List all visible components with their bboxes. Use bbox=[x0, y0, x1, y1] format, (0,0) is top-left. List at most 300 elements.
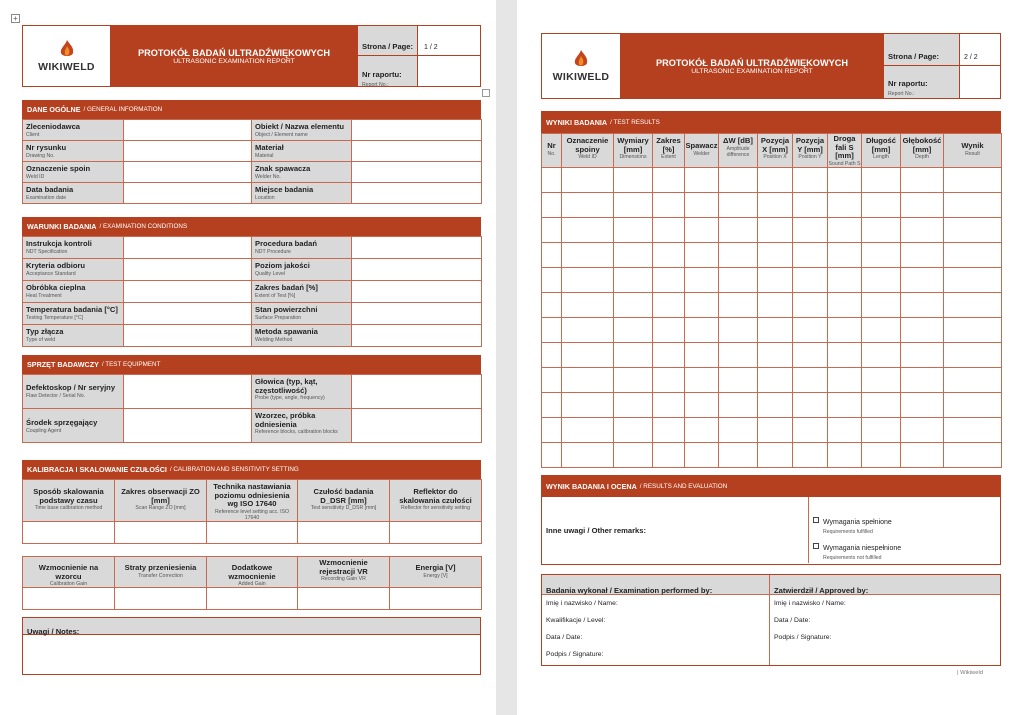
table-cell[interactable] bbox=[542, 292, 562, 317]
object-value[interactable] bbox=[352, 120, 482, 141]
checkbox-icon[interactable] bbox=[813, 517, 819, 523]
table-cell[interactable] bbox=[901, 342, 944, 367]
report-no-sub: Report No.: bbox=[362, 82, 389, 88]
calibration-rows bbox=[23, 480, 482, 544]
table-row bbox=[542, 292, 1002, 317]
table-cell[interactable] bbox=[685, 417, 719, 442]
table-cell[interactable] bbox=[685, 442, 719, 467]
logo-text: WIKIWELD bbox=[38, 61, 95, 73]
table-cell[interactable] bbox=[828, 392, 862, 417]
table-cell[interactable] bbox=[653, 267, 685, 292]
object-label: Obiekt / Nazwa elementu Object / Element name bbox=[252, 120, 352, 141]
table-cell[interactable] bbox=[944, 317, 1002, 342]
scan-range-value[interactable] bbox=[115, 521, 207, 543]
performed-fields bbox=[542, 595, 770, 665]
exam-date-value[interactable] bbox=[124, 183, 252, 204]
page-2 bbox=[517, 0, 1024, 715]
table-cell[interactable] bbox=[685, 167, 719, 192]
table-cell[interactable] bbox=[862, 242, 901, 267]
page-label: Strona / Page: bbox=[362, 42, 414, 51]
conditions-table bbox=[22, 236, 482, 347]
table-cell[interactable] bbox=[614, 442, 653, 467]
report-no-value[interactable] bbox=[417, 56, 480, 86]
table-cell[interactable] bbox=[758, 267, 793, 292]
table-row bbox=[542, 317, 1002, 342]
approved-label: Zatwierdził / Approved by: bbox=[774, 586, 869, 595]
signatures-box bbox=[541, 574, 1001, 666]
table-cell[interactable] bbox=[944, 267, 1002, 292]
table-row bbox=[542, 417, 1002, 442]
evaluation-box bbox=[541, 497, 1001, 565]
table-cell[interactable] bbox=[901, 267, 944, 292]
performed-name-field[interactable]: Imię i nazwisko / Name: bbox=[546, 600, 618, 607]
time-base-value[interactable] bbox=[23, 521, 115, 543]
table-cell[interactable] bbox=[758, 392, 793, 417]
table-cell[interactable] bbox=[901, 217, 944, 242]
extent-value[interactable] bbox=[352, 281, 482, 303]
conditions-header bbox=[22, 217, 481, 236]
notes-label: Uwagi / Notes: bbox=[27, 627, 80, 636]
client-value[interactable] bbox=[124, 120, 252, 141]
table-row bbox=[542, 342, 1002, 367]
table-cell[interactable] bbox=[944, 192, 1002, 217]
results-header-row bbox=[542, 134, 1002, 168]
table-cell[interactable] bbox=[901, 292, 944, 317]
table-cell[interactable] bbox=[758, 417, 793, 442]
table-cell[interactable] bbox=[793, 217, 828, 242]
table-cell[interactable] bbox=[793, 442, 828, 467]
page-label-2: Strona / Page: bbox=[888, 52, 940, 61]
table-cell[interactable] bbox=[862, 417, 901, 442]
table-cell[interactable] bbox=[862, 292, 901, 317]
table-cell[interactable] bbox=[542, 267, 562, 292]
ndt-procedure-value[interactable] bbox=[352, 237, 482, 259]
report-no-label-2: Nr raportu: bbox=[888, 79, 928, 88]
approved-signature-field[interactable]: Podpis / Signature: bbox=[774, 634, 832, 641]
ref-level-value[interactable] bbox=[207, 521, 298, 543]
table-cell[interactable] bbox=[542, 192, 562, 217]
general-header-pl: DANE OGÓLNE bbox=[27, 105, 81, 114]
eval-options bbox=[808, 497, 1000, 563]
calibration-header-pl: KALIBRACJA I SKALOWANIE CZUŁOŚCI bbox=[27, 465, 167, 474]
ndt-procedure-label: Procedura badań NDT Procedure bbox=[252, 237, 352, 259]
table-cell[interactable] bbox=[758, 242, 793, 267]
table-cell[interactable] bbox=[562, 367, 614, 392]
drawing-label: Nr rysunku Drawing No. bbox=[23, 141, 124, 162]
welder-label: Znak spawacza Welder No. bbox=[252, 162, 352, 183]
table-cell[interactable] bbox=[653, 342, 685, 367]
location-value[interactable] bbox=[352, 183, 482, 204]
energy-header: Energia [V] Energy [V] bbox=[390, 557, 482, 588]
table-cell[interactable] bbox=[614, 167, 653, 192]
table-cell[interactable] bbox=[562, 317, 614, 342]
table-cell[interactable] bbox=[944, 217, 1002, 242]
table-cell[interactable] bbox=[653, 292, 685, 317]
table-cell[interactable] bbox=[901, 392, 944, 417]
table-cell[interactable] bbox=[758, 442, 793, 467]
table-cell[interactable] bbox=[542, 442, 562, 467]
table-cell[interactable] bbox=[719, 442, 758, 467]
calibration-header bbox=[22, 460, 481, 479]
performed-level-field[interactable]: Kwalifikacje / Level: bbox=[546, 617, 606, 624]
time-base-header: Sposób skalowania podstawy czasu Time base calibration method bbox=[23, 480, 115, 522]
table-cell[interactable] bbox=[653, 217, 685, 242]
approved-header bbox=[770, 575, 1000, 595]
table-cell[interactable] bbox=[562, 392, 614, 417]
gain-rows bbox=[23, 557, 482, 610]
table-cell[interactable] bbox=[793, 317, 828, 342]
table-cell[interactable] bbox=[901, 442, 944, 467]
conditions-header-pl: WARUNKI BADANIA bbox=[27, 222, 97, 231]
calibration-table bbox=[22, 479, 482, 544]
table-cell[interactable] bbox=[862, 192, 901, 217]
table-cell[interactable] bbox=[685, 217, 719, 242]
flaw-detector-value[interactable] bbox=[124, 375, 252, 409]
table-cell[interactable] bbox=[793, 392, 828, 417]
location-label: Miejsce badania Location bbox=[252, 183, 352, 204]
table-cell[interactable] bbox=[828, 442, 862, 467]
table-cell[interactable] bbox=[685, 292, 719, 317]
report-no-cell-2 bbox=[883, 66, 959, 98]
ref-block-value[interactable] bbox=[352, 409, 482, 443]
table-cell[interactable] bbox=[614, 217, 653, 242]
table-cell[interactable] bbox=[542, 367, 562, 392]
table-cell[interactable] bbox=[793, 417, 828, 442]
table-cell[interactable] bbox=[685, 192, 719, 217]
table-cell[interactable] bbox=[614, 392, 653, 417]
table-cell[interactable] bbox=[719, 217, 758, 242]
table-cell[interactable] bbox=[562, 292, 614, 317]
ref-level-header: Technika nastawiania poziomu odniesienia wg ISO 17640 Reference level setting acc. ISO 17640 bbox=[207, 480, 298, 522]
table-cell[interactable] bbox=[614, 417, 653, 442]
added-gain-header: Dodatkowe wzmocnienie Added Gain bbox=[207, 557, 298, 588]
table-cell[interactable] bbox=[685, 392, 719, 417]
equipment-header bbox=[22, 355, 481, 374]
title-pl-2: PROTOKÓŁ BADAŃ ULTRADŹWIĘKOWYCH bbox=[655, 57, 849, 68]
recording-gain-header: Wzmocnienie rejestracji VR Recording Gain VR bbox=[298, 557, 390, 588]
table-cell[interactable] bbox=[562, 267, 614, 292]
table-cell[interactable] bbox=[562, 342, 614, 367]
table-cell[interactable] bbox=[542, 417, 562, 442]
title-pl: PROTOKÓŁ BADAŃ ULTRADŹWIĘKOWYCH bbox=[137, 47, 331, 58]
col-position-x: Pozycja X [mm] Position X bbox=[758, 134, 793, 168]
table-cell[interactable] bbox=[828, 367, 862, 392]
title-en: ULTRASONIC EXAMINATION REPORT bbox=[173, 57, 295, 65]
surface-value[interactable] bbox=[352, 303, 482, 325]
weld-type-value[interactable] bbox=[124, 325, 252, 347]
table-cell[interactable] bbox=[614, 267, 653, 292]
not-fulfilled-sub: Requirements not fulfilled bbox=[823, 555, 882, 561]
added-gain-value[interactable] bbox=[207, 588, 298, 610]
general-table bbox=[22, 119, 482, 204]
probe-label: Głowica (typ, kąt, częstotliwość) Probe (type, angle, frequency) bbox=[252, 375, 352, 409]
table-cell[interactable] bbox=[901, 367, 944, 392]
page-1 bbox=[0, 0, 496, 715]
table-cell[interactable] bbox=[562, 217, 614, 242]
table-cell[interactable] bbox=[793, 267, 828, 292]
table-cell[interactable] bbox=[719, 292, 758, 317]
table-cell[interactable] bbox=[653, 242, 685, 267]
table-cell[interactable] bbox=[685, 267, 719, 292]
table-cell[interactable] bbox=[719, 242, 758, 267]
table-cell[interactable] bbox=[562, 167, 614, 192]
table-cell[interactable] bbox=[828, 317, 862, 342]
notes-area[interactable] bbox=[22, 634, 481, 675]
table-cell[interactable] bbox=[542, 317, 562, 342]
calibration-header-en: / CALIBRATION AND SENSITIVITY SETTING bbox=[169, 466, 299, 473]
ndt-spec-value[interactable] bbox=[124, 237, 252, 259]
performed-header bbox=[542, 575, 770, 595]
requirements-not-fulfilled-option[interactable] bbox=[813, 537, 901, 561]
table-cell[interactable] bbox=[944, 342, 1002, 367]
surface-label: Stan powierzchni Surface Preparation bbox=[252, 303, 352, 325]
requirements-fulfilled-option[interactable] bbox=[813, 511, 892, 535]
table-cell[interactable] bbox=[944, 167, 1002, 192]
evaluation-header bbox=[541, 475, 1001, 497]
table-cell[interactable] bbox=[944, 367, 1002, 392]
table-row bbox=[542, 442, 1002, 467]
table-cell[interactable] bbox=[719, 367, 758, 392]
table-row bbox=[542, 267, 1002, 292]
table-cell[interactable] bbox=[719, 392, 758, 417]
equipment-header-pl: SPRZĘT BADAWCZY bbox=[27, 360, 99, 369]
table-cell[interactable] bbox=[862, 392, 901, 417]
recording-gain-value[interactable] bbox=[298, 588, 390, 610]
table-cell[interactable] bbox=[653, 317, 685, 342]
equipment-table bbox=[22, 374, 482, 443]
page-value: 1 / 2 bbox=[424, 44, 438, 51]
table-cell[interactable] bbox=[562, 417, 614, 442]
energy-value[interactable] bbox=[390, 588, 482, 610]
col-amplitude: ΔW [dB] Amplitude difference bbox=[719, 134, 758, 168]
table-cell[interactable] bbox=[901, 167, 944, 192]
coupling-value[interactable] bbox=[124, 409, 252, 443]
probe-value[interactable] bbox=[352, 375, 482, 409]
page-value-cell[interactable] bbox=[417, 26, 480, 56]
material-value[interactable] bbox=[352, 141, 482, 162]
page-gutter bbox=[496, 0, 517, 715]
notes-header bbox=[22, 617, 481, 635]
table-cell[interactable] bbox=[828, 167, 862, 192]
table-cell[interactable] bbox=[793, 367, 828, 392]
table-cell[interactable] bbox=[828, 267, 862, 292]
table-row bbox=[542, 217, 1002, 242]
temperature-label: Temperatura badania [°C] Testing Temperature [°C] bbox=[23, 303, 124, 325]
welder-value[interactable] bbox=[352, 162, 482, 183]
table-cell[interactable] bbox=[653, 367, 685, 392]
table-cell[interactable] bbox=[793, 242, 828, 267]
results-header-en: / TEST RESULTS bbox=[610, 118, 660, 126]
weld-type-label: Typ złącza Type of weld bbox=[23, 325, 124, 347]
report-no-value-2[interactable] bbox=[959, 66, 1000, 98]
table-cell[interactable] bbox=[758, 342, 793, 367]
table-cell[interactable] bbox=[542, 242, 562, 267]
table-cell[interactable] bbox=[542, 342, 562, 367]
table-cell[interactable] bbox=[542, 217, 562, 242]
table-cell[interactable] bbox=[614, 317, 653, 342]
reflector-value[interactable] bbox=[390, 521, 482, 543]
welding-method-value[interactable] bbox=[352, 325, 482, 347]
drawing-value[interactable] bbox=[124, 141, 252, 162]
table-cell[interactable] bbox=[614, 192, 653, 217]
approved-date-field[interactable]: Data / Date: bbox=[774, 617, 811, 624]
table-cell[interactable] bbox=[653, 192, 685, 217]
table-cell[interactable] bbox=[901, 317, 944, 342]
table-cell[interactable] bbox=[828, 292, 862, 317]
table-cell[interactable] bbox=[828, 342, 862, 367]
welding-method-label: Metoda spawania Welding Method bbox=[252, 325, 352, 347]
report-no-cell bbox=[357, 56, 417, 86]
col-nr: Nr No. bbox=[542, 134, 562, 168]
title-block-2 bbox=[621, 34, 883, 98]
heat-treatment-label: Obróbka cieplna Heat Treatment bbox=[23, 281, 124, 303]
table-cell[interactable] bbox=[719, 167, 758, 192]
table-cell[interactable] bbox=[793, 292, 828, 317]
table-cell[interactable] bbox=[719, 317, 758, 342]
table-cell[interactable] bbox=[862, 342, 901, 367]
table-cell[interactable] bbox=[614, 292, 653, 317]
table-cell[interactable] bbox=[685, 242, 719, 267]
remarks-area[interactable] bbox=[682, 497, 808, 563]
heat-treatment-value[interactable] bbox=[124, 281, 252, 303]
weld-id-label: Oznaczenie spoin Weld ID bbox=[23, 162, 124, 183]
table-cell[interactable] bbox=[758, 192, 793, 217]
table-cell[interactable] bbox=[562, 242, 614, 267]
table-cell[interactable] bbox=[653, 442, 685, 467]
cal-gain-value[interactable] bbox=[23, 588, 115, 610]
scan-range-header: Zakres obserwacji ZO [mm] Scan Range ZO [mm] bbox=[115, 480, 207, 522]
weld-id-value[interactable] bbox=[124, 162, 252, 183]
flame-logo-icon bbox=[58, 39, 76, 59]
results-table bbox=[541, 133, 1002, 468]
exam-date-label: Data badania Examination date bbox=[23, 183, 124, 204]
table-cell[interactable] bbox=[719, 192, 758, 217]
table-cell[interactable] bbox=[562, 442, 614, 467]
sensitivity-value[interactable] bbox=[298, 521, 390, 543]
table-cell[interactable] bbox=[758, 317, 793, 342]
table-cell[interactable] bbox=[653, 417, 685, 442]
coupling-label: Środek sprzęgający Coupling Agent bbox=[23, 409, 124, 443]
table-cell[interactable] bbox=[758, 167, 793, 192]
approved-name-field[interactable]: Imię i nazwisko / Name: bbox=[774, 600, 846, 607]
table-cell[interactable] bbox=[614, 242, 653, 267]
table-cell[interactable] bbox=[944, 442, 1002, 467]
table-cell[interactable] bbox=[685, 367, 719, 392]
col-dimensions: Wymiary [mm] Dimensions bbox=[614, 134, 653, 168]
sensitivity-header: Czułość badania D_DSR [mm] Test sensitivity D_DSR [mm] bbox=[298, 480, 390, 522]
resize-handle-icon[interactable] bbox=[482, 89, 490, 97]
table-cell[interactable] bbox=[542, 392, 562, 417]
col-weld-id: Oznaczenie spoiny Weld ID bbox=[562, 134, 614, 168]
title-en-2: ULTRASONIC EXAMINATION REPORT bbox=[691, 67, 813, 75]
col-position-y: Pozycja Y [mm] Position Y bbox=[793, 134, 828, 168]
table-cell[interactable] bbox=[758, 367, 793, 392]
table-cell[interactable] bbox=[901, 417, 944, 442]
table-cell[interactable] bbox=[719, 342, 758, 367]
table-cell[interactable] bbox=[719, 267, 758, 292]
table-cell[interactable] bbox=[542, 167, 562, 192]
general-header bbox=[22, 100, 481, 119]
transfer-value[interactable] bbox=[115, 588, 207, 610]
table-cell[interactable] bbox=[614, 367, 653, 392]
table-cell[interactable] bbox=[901, 192, 944, 217]
page-value-2: 2 / 2 bbox=[964, 54, 978, 61]
flaw-detector-label: Defektoskop / Nr seryjny Flaw Detector / Serial No. bbox=[23, 375, 124, 409]
checkbox-icon[interactable] bbox=[813, 543, 819, 549]
col-length: Długość [mm] Length bbox=[862, 134, 901, 168]
acceptance-value[interactable] bbox=[124, 259, 252, 281]
table-cell[interactable] bbox=[653, 392, 685, 417]
temperature-value[interactable] bbox=[124, 303, 252, 325]
table-cell[interactable] bbox=[862, 167, 901, 192]
page-value-cell-2[interactable] bbox=[959, 34, 1000, 66]
fulfilled-label: Wymagania spełnione bbox=[823, 519, 892, 526]
logo bbox=[23, 26, 111, 86]
acceptance-label: Kryteria odbioru Acceptance Standard bbox=[23, 259, 124, 281]
table-cell[interactable] bbox=[862, 267, 901, 292]
title-block bbox=[111, 26, 357, 86]
table-cell[interactable] bbox=[828, 417, 862, 442]
col-result: Wynik Result bbox=[944, 134, 1002, 168]
table-cell[interactable] bbox=[862, 367, 901, 392]
table-row bbox=[542, 167, 1002, 192]
table-cell[interactable] bbox=[562, 192, 614, 217]
table-cell[interactable] bbox=[944, 392, 1002, 417]
col-extent: Zakres [%] Extent bbox=[653, 134, 685, 168]
conditions-rows bbox=[23, 237, 482, 347]
gain-table bbox=[22, 556, 482, 610]
table-row bbox=[542, 392, 1002, 417]
other-remarks-label: Inne uwagi / Other remarks: bbox=[546, 526, 647, 535]
table-cell[interactable] bbox=[758, 292, 793, 317]
performed-date-field[interactable]: Data / Date: bbox=[546, 634, 583, 641]
table-cell[interactable] bbox=[944, 242, 1002, 267]
table-cell[interactable] bbox=[862, 317, 901, 342]
evaluation-header-en: / RESULTS AND EVALUATION bbox=[639, 482, 728, 490]
table-cell[interactable] bbox=[685, 342, 719, 367]
table-cell[interactable] bbox=[862, 442, 901, 467]
table-row bbox=[542, 242, 1002, 267]
table-cell[interactable] bbox=[793, 192, 828, 217]
table-cell[interactable] bbox=[793, 167, 828, 192]
table-cell[interactable] bbox=[685, 317, 719, 342]
table-cell[interactable] bbox=[828, 192, 862, 217]
performed-label: Badania wykonał / Examination performed by: bbox=[546, 586, 713, 595]
table-cell[interactable] bbox=[862, 217, 901, 242]
table-cell[interactable] bbox=[614, 342, 653, 367]
table-cell[interactable] bbox=[653, 167, 685, 192]
table-cell[interactable] bbox=[719, 417, 758, 442]
page-label-cell-2 bbox=[883, 34, 959, 66]
general-rows bbox=[23, 120, 482, 204]
table-cell[interactable] bbox=[901, 242, 944, 267]
table-move-handle-icon[interactable]: + bbox=[11, 14, 20, 23]
table-cell[interactable] bbox=[793, 342, 828, 367]
quality-value[interactable] bbox=[352, 259, 482, 281]
logo-2 bbox=[542, 34, 621, 98]
approved-fields bbox=[770, 595, 1000, 665]
equipment-header-en: / TEST EQUIPMENT bbox=[101, 361, 161, 368]
table-cell[interactable] bbox=[828, 217, 862, 242]
table-cell[interactable] bbox=[944, 417, 1002, 442]
performed-signature-field[interactable]: Podpis / Signature: bbox=[546, 651, 604, 658]
material-label: Materiał Material bbox=[252, 141, 352, 162]
table-cell[interactable] bbox=[944, 292, 1002, 317]
table-cell[interactable] bbox=[758, 217, 793, 242]
table-cell[interactable] bbox=[828, 242, 862, 267]
quality-label: Poziom jakości Quality Level bbox=[252, 259, 352, 281]
footer-text: | Wikiweld bbox=[957, 670, 983, 676]
